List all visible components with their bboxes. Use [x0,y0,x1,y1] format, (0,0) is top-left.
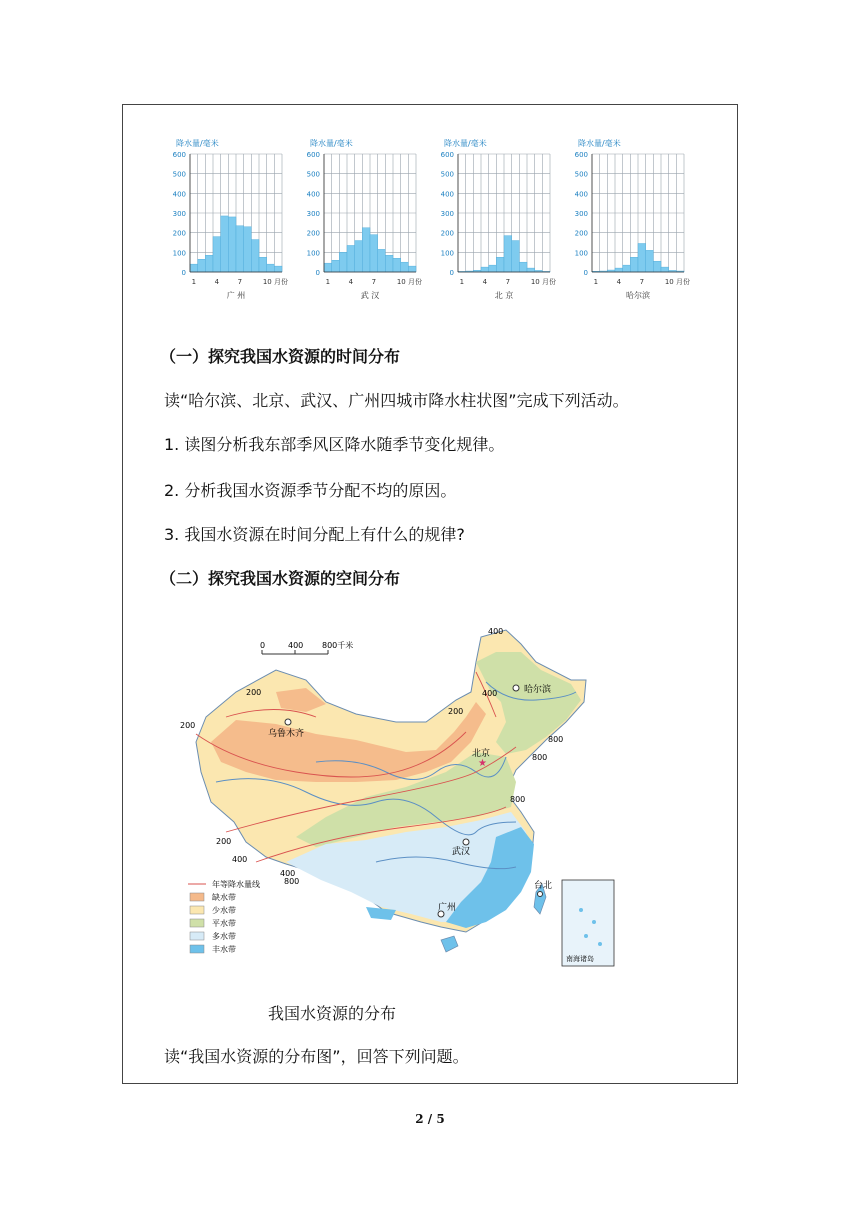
chart-city-label: 北 京 [494,291,514,300]
chart-xtick: 4 [348,278,354,286]
chart-bar [623,265,631,272]
chart-bar [213,237,221,272]
section1-heading: （一）探究我国水资源的时间分布 [160,347,401,366]
legend-label-3: 平水带 [212,919,236,928]
chart-ytick: 0 [181,269,186,277]
iso-label-e: 200 [448,707,464,716]
chart-bar [512,241,520,272]
chart-ytick: 200 [574,229,588,238]
chart-1 [307,138,422,300]
chart-bar [198,259,206,272]
chart-ytick: 100 [574,249,588,258]
chart-bar [370,235,378,272]
chart-ytick: 300 [306,210,320,218]
chart-ytick: 500 [574,170,588,179]
chart-xtick: 10 月份 [396,278,422,286]
city-urumqi: 乌鲁木齐 [268,729,305,739]
chart-bar [362,228,370,272]
chart-bar [519,262,527,272]
chart-ytick: 0 [449,269,454,277]
scale-800: 800千米 [322,641,354,650]
chart-ytick: 100 [172,249,186,258]
chart-3 [575,138,690,300]
chart-bar [332,260,340,272]
inset-label: 南海诸岛 [566,955,594,963]
chart-xtick: 10 月份 [664,278,690,286]
chart-bar [347,245,355,272]
chart-bar [274,266,282,272]
chart-ytick: 300 [172,210,186,218]
chart-ytick: 600 [574,151,588,159]
city-dot-taibei [538,892,543,897]
chart-ytick: 600 [172,151,186,159]
chart-bar [504,236,512,272]
chart-ytick: 500 [440,170,454,179]
chart-xtick: 10 月份 [262,278,288,286]
chart-bar [646,250,654,272]
chart-bar [205,255,213,272]
chart-bar [355,241,363,272]
water-resources-map [176,622,626,972]
chart-bar [615,268,623,272]
chart-bar [251,240,259,272]
chart-bar [661,267,669,272]
chart-bar [527,268,535,272]
chart-xtick: 4 [482,278,488,286]
iso-label-c: 200 [180,721,196,730]
chart-0 [173,138,288,300]
chart-xtick: 1 [593,278,599,286]
legend-label-5: 丰水带 [212,945,236,954]
chart-bar [221,216,229,272]
city-guangzhou: 广州 [438,903,457,913]
section2-heading: （二）探究我国水资源的空间分布 [160,569,401,588]
chart-bar [489,265,497,272]
chart-ytick: 200 [440,229,454,238]
map-caption: 我国水资源的分布 [268,1004,397,1023]
scale-0: 0 [260,641,266,650]
question-2: 2. 分析我国水资源季节分配不均的原因。 [164,481,457,500]
chart-bar [244,227,252,272]
chart-xtick: 1 [191,278,197,286]
chart-xtick: 4 [616,278,622,286]
chart-xtick: 1 [459,278,465,286]
chart-ylabel: 降水量/毫米 [578,139,621,148]
chart-bar [653,261,661,272]
chart-ytick: 200 [172,229,186,238]
iso-label-a: 400 [488,627,504,636]
chart-ytick: 100 [440,249,454,258]
chart-ytick: 0 [583,269,588,277]
chart-bar [339,252,347,272]
map-legend [188,879,260,954]
chart-bar [393,258,401,272]
page-number: 2 / 5 [415,1112,445,1126]
precipitation-charts [160,134,725,304]
city-dot-harbin [513,685,519,691]
scale-bar [260,640,353,654]
city-dot-urumqi [285,719,291,725]
question-3: 3. 我国水资源在时间分配上有什么的规律? [164,525,465,544]
chart-ytick: 400 [574,190,588,199]
iso-label-f: 800 [548,735,564,744]
chart-xtick: 7 [237,278,243,286]
chart-ytick: 600 [306,151,320,159]
chart-bar [259,257,267,272]
city-taibei: 台北 [534,881,553,891]
scale-400: 400 [288,641,304,650]
question-1: 1. 读图分析我东部季风区降水随季节变化规律。 [164,435,505,454]
chart-ytick: 600 [440,151,454,159]
chart-ytick: 400 [172,190,186,199]
chart-ytick: 100 [306,249,320,258]
star-icon: ★ [478,758,487,769]
iso-label-j: 400 [280,869,296,878]
chart-bar [324,263,332,272]
city-beijing: 北京 [472,749,491,759]
chart-bar [401,262,409,272]
chart-ytick: 300 [574,210,588,218]
iso-label-g: 800 [532,753,548,762]
chart-ytick: 300 [440,210,454,218]
iso-label-b: 200 [246,688,262,697]
city-wuhan: 武汉 [452,847,471,857]
chart-bar [481,267,489,272]
final-question: 读“我国水资源的分布图”，回答下列问题。 [164,1047,469,1066]
chart-ytick: 200 [306,229,320,238]
iso-label-h: 200 [216,837,232,846]
legend-swatch-5 [190,945,204,953]
chart-ytick: 400 [306,190,320,199]
chart-bar [228,217,236,272]
hainan [441,936,458,952]
chart-bar [408,266,416,272]
chart-xtick: 1 [325,278,331,286]
section1-intro: 读“哈尔滨、北京、武汉、广州四城市降水柱状图”完成下列活动。 [164,391,629,410]
chart-ytick: 400 [440,190,454,199]
chart-city-label: 武 汉 [360,291,380,300]
legend-label-4: 多水带 [212,932,236,941]
legend-swatch-3 [190,919,204,927]
legend-label-0: 年等降水量线 [212,880,260,889]
chart-ylabel: 降水量/毫米 [444,139,487,148]
chart-ytick: 0 [315,269,320,277]
city-dot-wuhan [463,839,469,845]
chart-bar [236,226,244,272]
chart-bar [190,264,198,272]
chart-city-label: 广 州 [226,291,246,300]
chart-bar [267,264,275,272]
iso-label-k: 800 [284,877,300,886]
legend-swatch-4 [190,932,204,940]
chart-xtick: 7 [639,278,645,286]
chart-bar [385,255,393,272]
chart-ylabel: 降水量/毫米 [176,139,219,148]
chart-bar [378,249,386,272]
chart-xtick: 10 月份 [530,278,556,286]
chart-xtick: 7 [505,278,511,286]
iso-label-d: 400 [482,689,498,698]
chart-xtick: 4 [214,278,220,286]
legend-label-2: 少水带 [212,906,236,915]
chart-2 [441,138,556,300]
chart-bar [496,257,504,272]
chart-bar [630,257,638,272]
legend-swatch-2 [190,906,204,914]
chart-bar [638,243,646,272]
chart-ytick: 500 [172,170,186,179]
chart-xtick: 7 [371,278,377,286]
south-sea-inset [562,880,614,966]
chart-city-label: 哈尔滨 [626,291,650,300]
chart-ylabel: 降水量/毫米 [310,139,353,148]
chart-ytick: 500 [306,170,320,179]
legend-label-1: 缺水带 [212,893,236,902]
iso-label-l: 800 [510,795,526,804]
legend-swatch-1 [190,893,204,901]
city-harbin: 哈尔滨 [524,685,552,695]
iso-label-i: 400 [232,855,248,864]
